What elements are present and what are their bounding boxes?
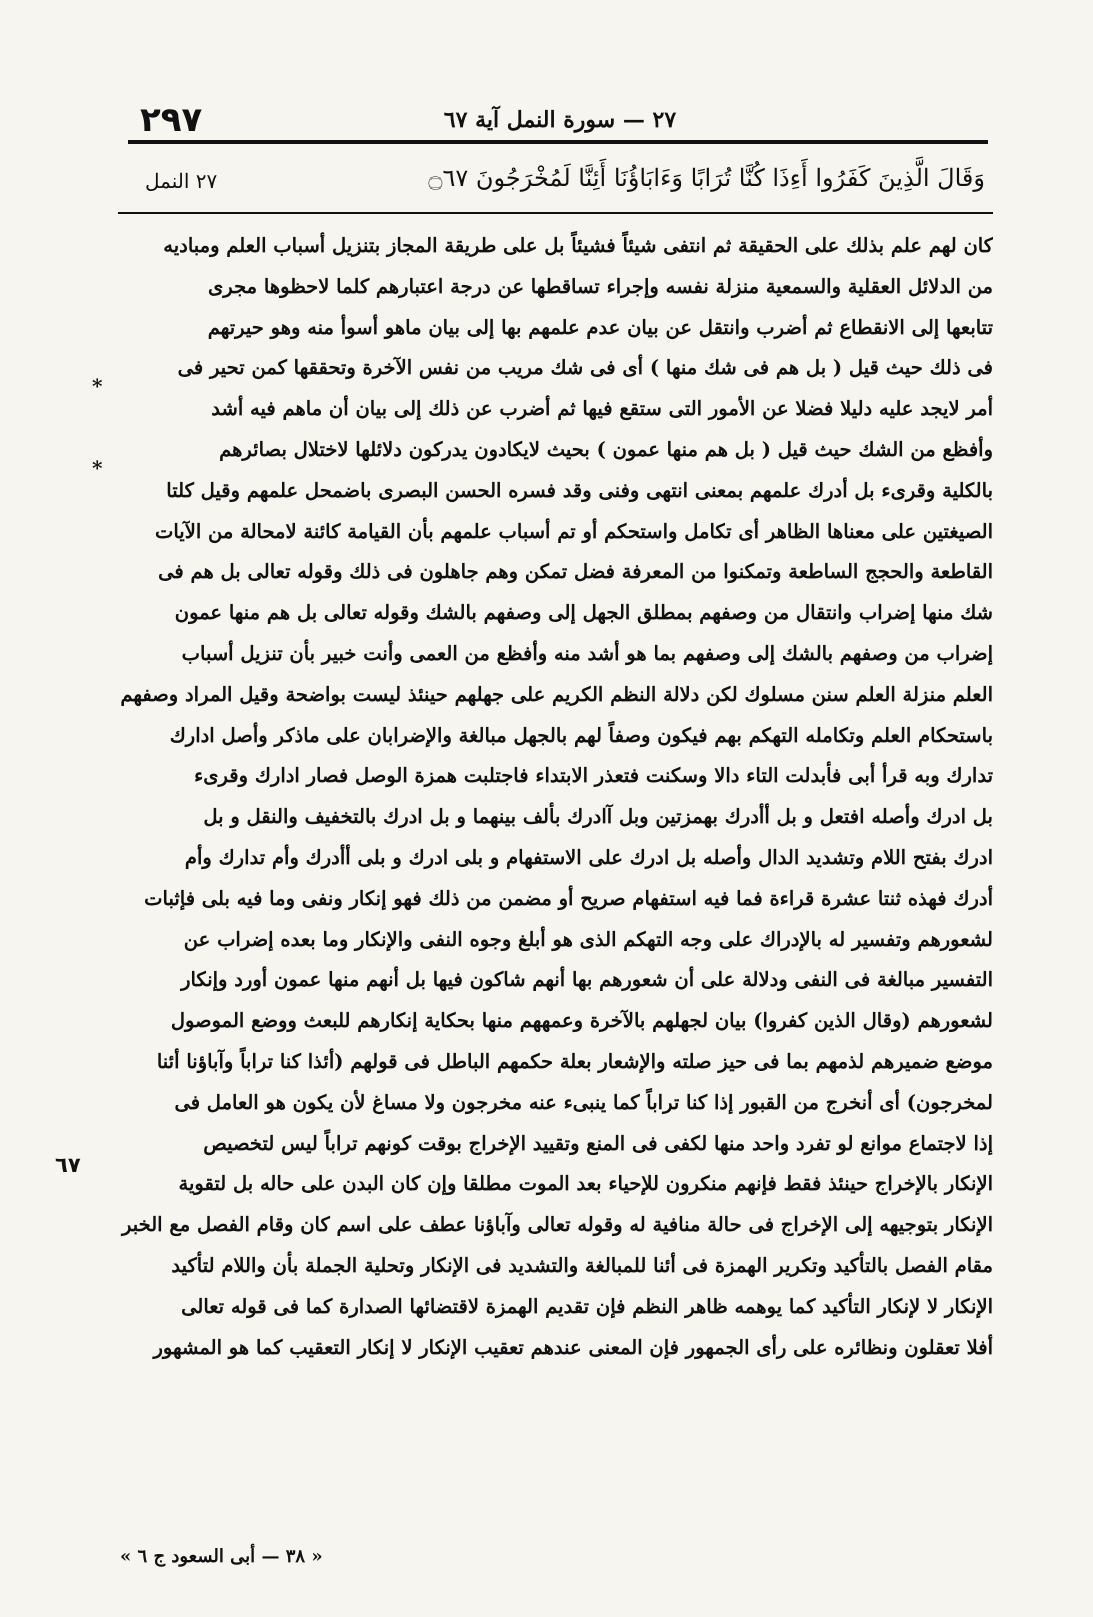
- text-line: الإنكار بتوجيهه إلى الإخراج فى حالة منافية له وقوله تعالى وآباؤنا عطف على اسم كان وقام الفصل مع الخبر: [122, 1213, 993, 1237]
- running-title: ٢٧ — سورة النمل آية ٦٧: [443, 107, 677, 133]
- page-number: ٢٩٧: [140, 100, 203, 140]
- text-line: شك منها إضراب وانتقال من وصفهم بمطلق الجهل إلى وصفهم بالشك وقوله تعالى بل هم منها عمون: [174, 601, 993, 625]
- text-line: لشعورهم (وقال الذين كفروا) بيان لجهلهم بالآخرة وعمههم منها بحكاية إنكارهم للبعث ووضع الموصول: [170, 1009, 993, 1033]
- text-line: موضع ضميرهم لذمهم بما فى حيز صلته والإشعار بعلة حكمهم الباطل فى قولهم (أئذا كنا تراباً وآباؤنا أئنا: [156, 1049, 993, 1073]
- text-line: مقام الفصل بالتأكيد وتكرير الهمزة فى أئنا للمبالغة والتشديد فى الإنكار وتحلية الجملة بأن واللام لتأكيد: [171, 1253, 993, 1277]
- text-line: تتابعها إلى الانقطاع ثم أضرب وانتقل عن بيان عدم علمهم بها إلى بيان ماهو أسوأ منه وهو حيرتهم: [207, 315, 993, 339]
- page-footer: « ٣٨ — أبى السعود ج ٦ »: [120, 1546, 323, 1567]
- text-line: الإنكار بالإخراج حينئذ فقط فإنهم منكرون للإحياء بعد الموت مطلقا وإن كان البدن على حاله بل لتقوية: [178, 1172, 993, 1196]
- text-line: أفلا تعقلون ونظائره على رأى الجمهور فإن المعنى عندهم تعقيب الإنكار لا إنكار التعقيب كما هو المشهور: [153, 1335, 993, 1359]
- header-rule: [128, 140, 988, 144]
- margin-marker: *: [92, 456, 103, 480]
- text-line: لمخرجون) أى أنخرج من القبور إذا كنا تراباً كما ينبىء عنه مخرجون ولا مساغ لأن يكون هو العامل فى: [174, 1090, 993, 1114]
- quran-verse: وَقَالَ الَّذِينَ كَفَرُوا أَءِذَا كُنَّا تُرَابًا وَءَابَاؤُنَا أَئِنَّا لَمُخْرَجُونَ ۝٦٧: [428, 164, 985, 192]
- text-line: بل ادرك وأصله افتعل و بل أأدرك بهمزتين وبل آادرك بألف بينهما و بل ادرك بالتخفيف والنقل و بل: [203, 805, 993, 829]
- text-line: ادرك بفتح اللام وتشديد الدال وأصله بل ادرك على الاستفهام و بلى ادرك و بلى أأدرك وأم تدارك وأم: [184, 845, 993, 869]
- text-line: لشعورهم وتفسير له بالإدراك على وجه التهكم الذى هو أبلغ وجوه النفى والإنكار وما بعده إضراب عن: [183, 927, 993, 951]
- text-line: الإنكار لا لإنكار التأكيد كما يوهمه ظاهر النظم فإن تقديم الهمزة لاقتضائها الصدارة كما فى قوله تعالى: [181, 1294, 993, 1318]
- commentary-text: [118, 226, 993, 1368]
- margin-verse-number: ٦٧: [55, 1153, 81, 1177]
- text-line: بالكلية وقرىء بل أدرك علمهم بمعنى انتهى وفنى وقد فسره الحسن البصرى باضمحل علمهم وقيل كلتا: [166, 478, 993, 502]
- text-line: الصيغتين على معناها الظاهر أى تكامل واستحكم أو تم أسباب علمهم بأن القيامة كائنة لامحالة من الآيات: [155, 519, 993, 543]
- text-line: أدرك فهذه ثنتا عشرة قراءة فما فيه استفهام صريح أو مضمن من ذلك فهو إنكار ونفى وما فيه بلى فإثبات: [144, 886, 993, 910]
- text-line: وأفظع من الشك حيث قيل ( بل هم منها عمون ) بحيث لايكادون يدركون دلائلها لاختلال بصائرهم: [219, 437, 993, 461]
- page-header: [140, 100, 980, 140]
- text-line: إذا لاجتماع موانع لو تفرد واحد منها لكفى فى المنع وتقييد الإخراج بوقت كونهم تراباً ليس لتخصيص: [203, 1131, 993, 1155]
- text-line: كان لهم علم بذلك على الحقيقة ثم انتفى شيئاً فشيئاً بل على طريقة المجاز بتنزيل أسباب العلم ومباديه: [163, 234, 993, 257]
- text-line: القاطعة والحجج الساطعة وتمكنوا من المعرفة فضل تمكن وهم جاهلون فى ذلك وقوله تعالى بل هم فى: [158, 560, 993, 584]
- text-line: العلم منزلة العلم سنن مسلوك لكن دلالة النظم الكريم على جهلهم حينئذ ليست بواضحة وقيل المراد وصفهم: [120, 682, 993, 706]
- text-line: من الدلائل العقلية والسمعية منزلة نفسه وإجراء تساقطها عن درجة اعتبارهم كلما لاحظوها مجرى: [208, 274, 993, 298]
- text-line: أمر لايجد عليه دليلا فضلا عن الأمور التى ستقع فيها ثم أضرب عن ذلك إلى بيان أن ماهم فيه أشد: [211, 397, 993, 421]
- surah-reference: ٢٧ النمل: [145, 169, 218, 193]
- text-line: باستحكام العلم وتكامله التهكم بهم فيكون وصفاً لهم بالجهل مبالغة والإضرابان على ماذكر وأصل ادارك: [169, 723, 993, 747]
- margin-marker: *: [92, 374, 103, 398]
- verse-block: [145, 150, 985, 210]
- text-line: تدارك وبه قرأ أبى فأبدلت التاء دالا وسكنت فتعذر الابتداء فاجتلبت همزة الوصل فصار ادارك وقرىء: [194, 764, 993, 788]
- text-line: فى ذلك حيث قيل ( بل هم فى شك منها ) أى فى شك مريب من نفس الآخرة وتحققها كمن تحير فى: [177, 356, 993, 380]
- text-line: التفسير مبالغة فى النفى ودلالة على أن شعورهم بها أنهم شاكون فيها بل أنهم منها عمون أورد وإنكار: [181, 968, 993, 992]
- text-line: إضراب من وصفهم بالشك إلى وصفهم بما هو أشد منه وأفظع من العمى وأنت خبير بأن تنزيل أسباب: [181, 641, 993, 665]
- verse-rule: [118, 212, 993, 214]
